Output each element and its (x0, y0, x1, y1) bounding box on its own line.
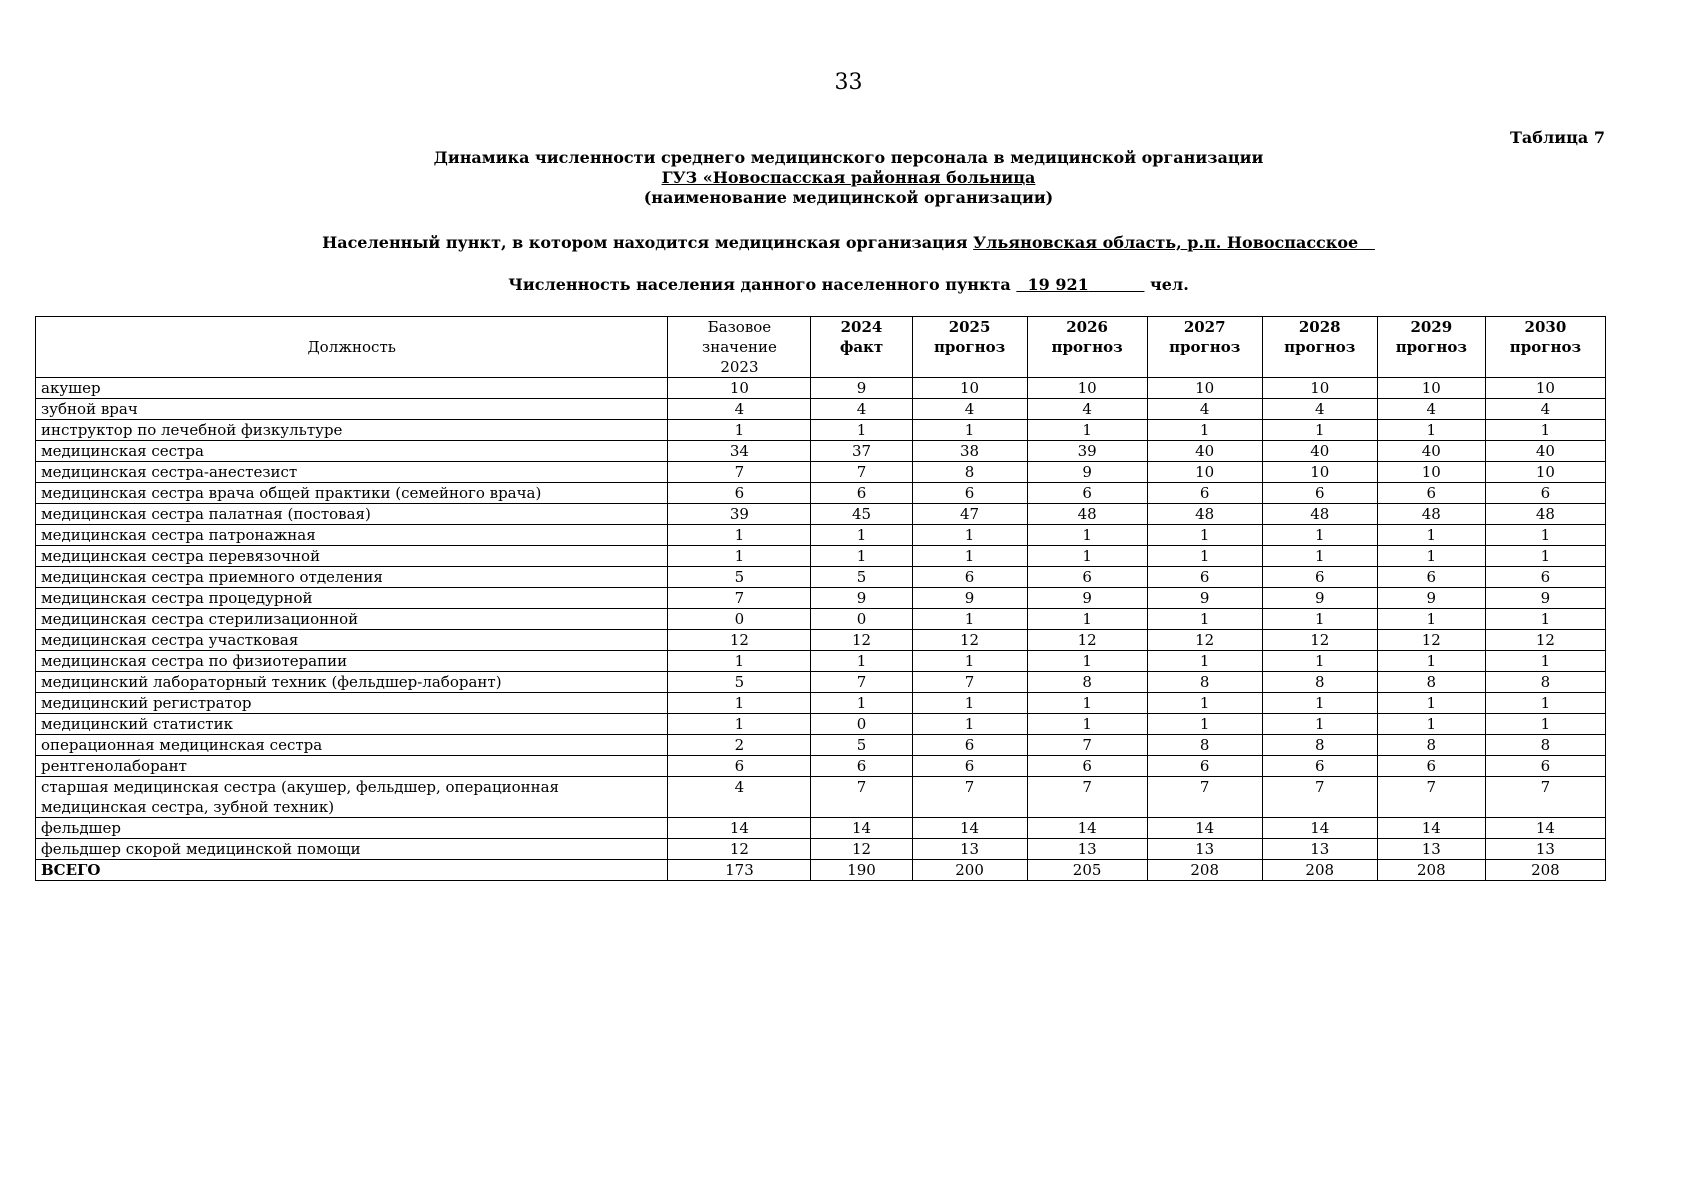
position-name: медицинская сестра перевязочной (36, 546, 668, 567)
position-name: медицинская сестра по физиотерапии (36, 651, 668, 672)
value-cell: 8 (1262, 672, 1377, 693)
value-cell: 7 (1485, 777, 1605, 818)
value-cell: 8 (912, 462, 1027, 483)
value-cell: 14 (912, 818, 1027, 839)
position-name: рентгенолаборант (36, 756, 668, 777)
value-cell: 4 (1147, 399, 1262, 420)
table-row (36, 420, 1606, 441)
value-cell: 1 (1485, 693, 1605, 714)
value-cell: 12 (1485, 630, 1605, 651)
value-cell: 208 (1262, 860, 1377, 881)
table-row (36, 609, 1606, 630)
value-cell: 1 (1147, 546, 1262, 567)
value-cell: 1 (668, 420, 811, 441)
value-cell: 7 (668, 462, 811, 483)
value-cell: 7 (1027, 777, 1147, 818)
value-cell: 208 (1485, 860, 1605, 881)
value-cell: 40 (1377, 441, 1485, 462)
value-cell: 6 (1262, 567, 1377, 588)
position-column-header: Должность (36, 317, 668, 378)
value-cell: 12 (912, 630, 1027, 651)
position-name: фельдшер (36, 818, 668, 839)
locality-label: Населенный пункт, в котором находится медицинская организация (322, 233, 968, 252)
value-cell: 1 (811, 525, 912, 546)
table-row (36, 714, 1606, 735)
value-cell: 6 (1377, 756, 1485, 777)
value-cell: 8 (1147, 672, 1262, 693)
value-cell: 1 (1027, 546, 1147, 567)
value-cell: 9 (1377, 588, 1485, 609)
table-row (36, 693, 1606, 714)
value-cell: 1 (1027, 651, 1147, 672)
value-cell: 6 (1485, 567, 1605, 588)
value-cell: 4 (1027, 399, 1147, 420)
position-name: медицинский статистик (36, 714, 668, 735)
value-cell: 5 (668, 672, 811, 693)
value-cell: 6 (1485, 483, 1605, 504)
value-cell: 6 (1262, 483, 1377, 504)
value-cell: 8 (1377, 672, 1485, 693)
value-cell: 12 (811, 630, 912, 651)
value-cell: 6 (912, 735, 1027, 756)
page-number: 33 (834, 70, 863, 95)
value-cell: 1 (912, 546, 1027, 567)
value-cell: 9 (1485, 588, 1605, 609)
value-cell: 13 (1262, 839, 1377, 860)
value-cell: 48 (1027, 504, 1147, 525)
locality-value: Ульяновская область, р.п. Новоспасское (973, 233, 1359, 252)
value-cell: 48 (1377, 504, 1485, 525)
population-value: 19 921 (1027, 275, 1089, 294)
value-cell: 8 (1147, 735, 1262, 756)
value-cell: 1 (1262, 525, 1377, 546)
table-row (36, 441, 1606, 462)
value-cell: 7 (1147, 777, 1262, 818)
table-row (36, 651, 1606, 672)
value-cell: 12 (1377, 630, 1485, 651)
value-cell: 10 (1147, 462, 1262, 483)
table-row (36, 483, 1606, 504)
value-cell: 208 (1377, 860, 1485, 881)
value-cell: 5 (811, 567, 912, 588)
value-cell: 0 (668, 609, 811, 630)
value-cell: 1 (1147, 609, 1262, 630)
table-row (36, 818, 1606, 839)
population-label: Численность населения данного населенного пункта (508, 275, 1011, 294)
value-cell: 1 (1147, 420, 1262, 441)
value-cell: 6 (1027, 483, 1147, 504)
table-row (36, 588, 1606, 609)
value-cell: 7 (811, 777, 912, 818)
value-cell: 6 (1147, 483, 1262, 504)
value-cell: 14 (1027, 818, 1147, 839)
value-cell: 13 (1485, 839, 1605, 860)
organization-name: ГУЗ «Новоспасская районная больница (661, 168, 1036, 187)
value-cell: 7 (1262, 777, 1377, 818)
staff-table (35, 316, 1606, 881)
value-cell: 12 (1262, 630, 1377, 651)
value-cell: 48 (1262, 504, 1377, 525)
value-cell: 8 (1485, 672, 1605, 693)
value-cell: 0 (811, 609, 912, 630)
value-cell: 6 (912, 567, 1027, 588)
value-cell: 12 (668, 839, 811, 860)
value-cell: 7 (668, 588, 811, 609)
value-cell: 8 (1485, 735, 1605, 756)
value-cell: 1 (1262, 693, 1377, 714)
position-name: медицинский лабораторный техник (фельдшер-лаборант) (36, 672, 668, 693)
value-cell: 1 (1377, 714, 1485, 735)
value-cell: 39 (1027, 441, 1147, 462)
value-cell: 7 (811, 462, 912, 483)
population-line (0, 275, 1697, 294)
value-cell: 48 (1485, 504, 1605, 525)
value-cell: 9 (912, 588, 1027, 609)
value-cell: 1 (1377, 546, 1485, 567)
position-name: фельдшер скорой медицинской помощи (36, 839, 668, 860)
value-cell: 1 (811, 651, 912, 672)
table-row (36, 399, 1606, 420)
value-cell: 2 (668, 735, 811, 756)
value-cell: 4 (668, 777, 811, 818)
value-cell: 10 (668, 378, 811, 399)
value-cell: 38 (912, 441, 1027, 462)
value-cell: 1 (912, 420, 1027, 441)
value-cell: 9 (1027, 462, 1147, 483)
value-cell: 40 (1147, 441, 1262, 462)
value-cell: 1 (1262, 420, 1377, 441)
value-cell: 4 (1485, 399, 1605, 420)
value-cell: 205 (1027, 860, 1147, 881)
year-column-header: 2024 факт (811, 317, 912, 378)
table-row (36, 672, 1606, 693)
value-cell: 1 (1027, 525, 1147, 546)
value-cell: 6 (1485, 756, 1605, 777)
value-cell: 1 (1027, 609, 1147, 630)
title-caption: (наименование медицинской организации) (643, 188, 1054, 207)
table-row (36, 504, 1606, 525)
value-cell: 0 (811, 714, 912, 735)
value-cell: 9 (811, 588, 912, 609)
value-cell: 1 (1485, 609, 1605, 630)
total-row (36, 860, 1606, 881)
value-cell: 1 (668, 714, 811, 735)
table-row (36, 735, 1606, 756)
value-cell: 14 (1377, 818, 1485, 839)
position-name: медицинская сестра врача общей практики (семейного врача) (36, 483, 668, 504)
value-cell: 4 (1262, 399, 1377, 420)
value-cell: 7 (1027, 735, 1147, 756)
value-cell: 14 (1485, 818, 1605, 839)
value-cell: 10 (1485, 462, 1605, 483)
value-cell: 1 (912, 525, 1027, 546)
value-cell: 1 (1027, 693, 1147, 714)
value-cell: 1 (811, 420, 912, 441)
value-cell: 7 (1377, 777, 1485, 818)
value-cell: 6 (1147, 567, 1262, 588)
position-name: операционная медицинская сестра (36, 735, 668, 756)
value-cell: 47 (912, 504, 1027, 525)
value-cell: 1 (1377, 693, 1485, 714)
value-cell: 39 (668, 504, 811, 525)
value-cell: 10 (1485, 378, 1605, 399)
value-cell: 6 (1377, 567, 1485, 588)
value-cell: 1 (811, 546, 912, 567)
value-cell: 8 (1262, 735, 1377, 756)
value-cell: 7 (912, 672, 1027, 693)
value-cell: 8 (1377, 735, 1485, 756)
value-cell: 6 (668, 756, 811, 777)
year-column-header: 2028 прогноз (1262, 317, 1377, 378)
value-cell: 10 (1027, 378, 1147, 399)
value-cell: 1 (1377, 420, 1485, 441)
position-name: медицинская сестра приемного отделения (36, 567, 668, 588)
value-cell: 1 (811, 693, 912, 714)
table-row (36, 567, 1606, 588)
value-cell: 12 (811, 839, 912, 860)
value-cell: 6 (1027, 756, 1147, 777)
year-column-header: 2030 прогноз (1485, 317, 1605, 378)
value-cell: 6 (1262, 756, 1377, 777)
value-cell: 4 (1377, 399, 1485, 420)
value-cell: 1 (668, 525, 811, 546)
value-cell: 10 (1377, 462, 1485, 483)
table-row (36, 756, 1606, 777)
position-name: медицинская сестра палатная (постовая) (36, 504, 668, 525)
value-cell: 190 (811, 860, 912, 881)
value-cell: 1 (1147, 714, 1262, 735)
value-cell: 40 (1262, 441, 1377, 462)
value-cell: 1 (912, 714, 1027, 735)
value-cell: 5 (668, 567, 811, 588)
value-cell: 1 (1485, 525, 1605, 546)
value-cell: 1 (1147, 651, 1262, 672)
position-name: инструктор по лечебной физкультуре (36, 420, 668, 441)
year-column-header: 2027 прогноз (1147, 317, 1262, 378)
value-cell: 1 (1485, 546, 1605, 567)
table-header-row (36, 317, 1606, 378)
value-cell: 1 (1027, 714, 1147, 735)
value-cell: 6 (811, 756, 912, 777)
table-row (36, 462, 1606, 483)
value-cell: 4 (912, 399, 1027, 420)
position-name: зубной врач (36, 399, 668, 420)
value-cell: 208 (1147, 860, 1262, 881)
value-cell: 1 (668, 693, 811, 714)
total-label: ВСЕГО (36, 860, 668, 881)
title-line: Динамика численности среднего медицинского персонала в медицинской организации (433, 148, 1264, 167)
value-cell: 13 (1147, 839, 1262, 860)
value-cell: 7 (912, 777, 1027, 818)
value-cell: 12 (1027, 630, 1147, 651)
year-column-header: 2029 прогноз (1377, 317, 1485, 378)
table-label: Таблица 7 (1510, 128, 1605, 147)
value-cell: 6 (668, 483, 811, 504)
value-cell: 1 (1147, 693, 1262, 714)
value-cell: 1 (1262, 651, 1377, 672)
population-unit: чел. (1150, 275, 1189, 294)
table-row (36, 839, 1606, 860)
value-cell: 10 (912, 378, 1027, 399)
value-cell: 1 (1262, 714, 1377, 735)
value-cell: 1 (1262, 546, 1377, 567)
value-cell: 9 (1262, 588, 1377, 609)
value-cell: 13 (1027, 839, 1147, 860)
value-cell: 173 (668, 860, 811, 881)
year-column-header: 2026 прогноз (1027, 317, 1147, 378)
value-cell: 13 (912, 839, 1027, 860)
value-cell: 13 (1377, 839, 1485, 860)
value-cell: 5 (811, 735, 912, 756)
value-cell: 1 (1147, 525, 1262, 546)
table-row (36, 378, 1606, 399)
value-cell: 1 (1485, 714, 1605, 735)
position-name: медицинская сестра стерилизационной (36, 609, 668, 630)
position-name: медицинская сестра участковая (36, 630, 668, 651)
value-cell: 200 (912, 860, 1027, 881)
value-cell: 14 (811, 818, 912, 839)
value-cell: 6 (1027, 567, 1147, 588)
position-name: медицинский регистратор (36, 693, 668, 714)
value-cell: 4 (811, 399, 912, 420)
value-cell: 1 (1027, 420, 1147, 441)
value-cell: 1 (1377, 651, 1485, 672)
value-cell: 1 (1377, 609, 1485, 630)
value-cell: 4 (668, 399, 811, 420)
value-cell: 40 (1485, 441, 1605, 462)
year-column-header: 2025 прогноз (912, 317, 1027, 378)
value-cell: 34 (668, 441, 811, 462)
value-cell: 48 (1147, 504, 1262, 525)
value-cell: 1 (668, 546, 811, 567)
value-cell: 45 (811, 504, 912, 525)
value-cell: 1 (1377, 525, 1485, 546)
value-cell: 14 (668, 818, 811, 839)
value-cell: 9 (1147, 588, 1262, 609)
value-cell: 1 (668, 651, 811, 672)
value-cell: 6 (912, 483, 1027, 504)
table-row (36, 525, 1606, 546)
position-name: медицинская сестра (36, 441, 668, 462)
position-name: акушер (36, 378, 668, 399)
value-cell: 6 (1147, 756, 1262, 777)
value-cell: 14 (1147, 818, 1262, 839)
value-cell: 10 (1377, 378, 1485, 399)
base-column-header: Базовое значение 2023 (668, 317, 811, 378)
position-name: медицинская сестра-анестезист (36, 462, 668, 483)
value-cell: 10 (1147, 378, 1262, 399)
value-cell: 37 (811, 441, 912, 462)
value-cell: 1 (912, 651, 1027, 672)
value-cell: 8 (1027, 672, 1147, 693)
table-row (36, 630, 1606, 651)
position-name: старшая медицинская сестра (акушер, фельдшер, операционная медицинская сестра, зубной техник) (36, 777, 668, 818)
value-cell: 10 (1262, 462, 1377, 483)
value-cell: 9 (811, 378, 912, 399)
value-cell: 6 (912, 756, 1027, 777)
value-cell: 9 (1027, 588, 1147, 609)
table-row (36, 777, 1606, 818)
locality-line (0, 233, 1697, 252)
value-cell: 6 (1377, 483, 1485, 504)
position-name: медицинская сестра процедурной (36, 588, 668, 609)
value-cell: 1 (1485, 651, 1605, 672)
value-cell: 1 (1485, 420, 1605, 441)
value-cell: 1 (1262, 609, 1377, 630)
value-cell: 12 (1147, 630, 1262, 651)
position-name: медицинская сестра патронажная (36, 525, 668, 546)
value-cell: 1 (912, 693, 1027, 714)
table-title (0, 148, 1697, 208)
value-cell: 6 (811, 483, 912, 504)
value-cell: 14 (1262, 818, 1377, 839)
table-row (36, 546, 1606, 567)
table-body (36, 378, 1606, 881)
value-cell: 12 (668, 630, 811, 651)
value-cell: 10 (1262, 378, 1377, 399)
value-cell: 1 (912, 609, 1027, 630)
value-cell: 7 (811, 672, 912, 693)
